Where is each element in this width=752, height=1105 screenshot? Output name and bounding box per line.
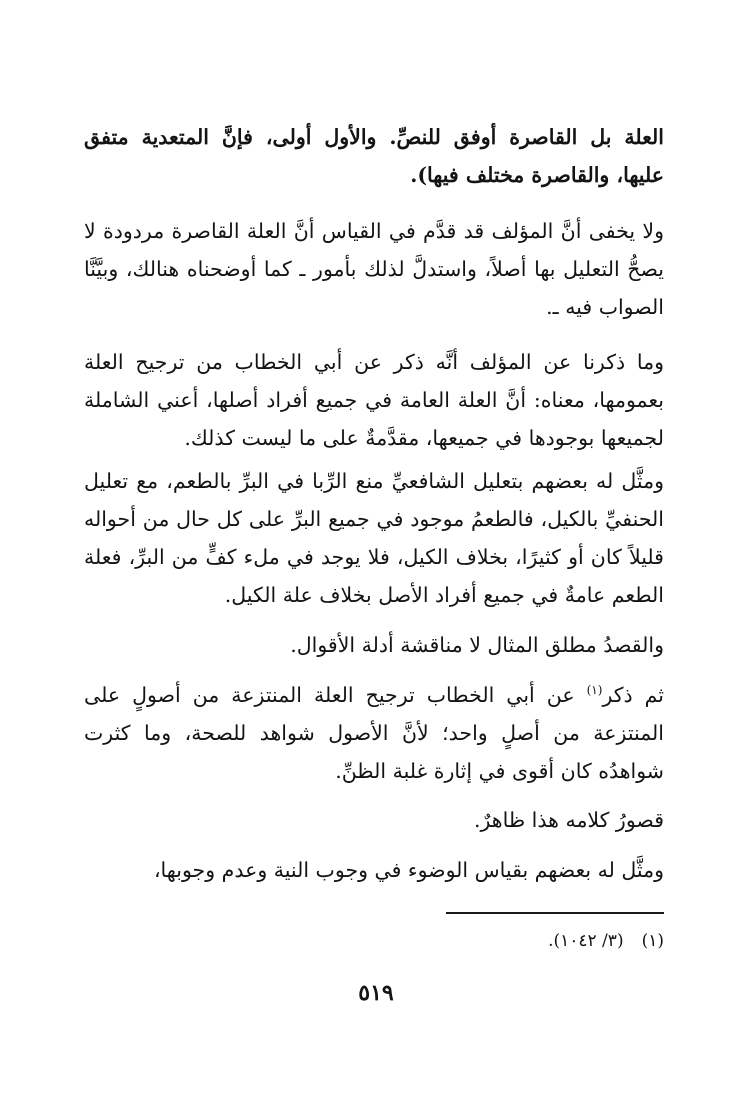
footnote-marker: (١) (641, 931, 664, 951)
paragraph-6 (84, 676, 664, 790)
paragraph-1: العلة بل القاصرة أوفق للنصِّ. والأول أولى، فإنَّ المتعدية متفق عليها، والقاصرة مختلف فيها). (84, 125, 664, 187)
footnote-separator (446, 912, 664, 914)
paragraph-2: ولا يخفى أنَّ المؤلف قد قدَّم في القياس أنَّ العلة القاصرة مردودة لا يصحُّ التعليل بها أصلاً، واستدلَّ لذلك بأمور ـ كما أوضحناه هنالك، وبيَّنَّا الصواب فيه ـ. (84, 219, 664, 319)
footnote-reference: (١) (586, 683, 603, 698)
page-number: ٥١٩ (358, 980, 394, 1006)
footnote-text: (٣/ ١٠٤٢). (548, 931, 624, 951)
paragraph-8: ومثَّل له بعضهم بقياس الوضوء في وجوب النية وعدم وجوبها، (153, 858, 664, 882)
paragraph-6-start: ثم ذكر (602, 683, 664, 707)
paragraph-3: وما ذكرنا عن المؤلف أنَّه ذكر عن أبي الخطاب من ترجيح العلة بعمومها، معناه: أنَّ العلة العامة في جميع أفراد أصلها، أعني الشاملة لجميعها بوجودها في جميعها، مقدَّمةٌ على ما ليست كذلك. (84, 350, 664, 450)
paragraph-7: قصورُ كلامه هذا ظاهرٌ. (473, 808, 664, 832)
paragraph-6-end: عن أبي الخطاب ترجيح العلة المنتزعة من أصولٍ على المنتزعة من أصلٍ واحد؛ لأنَّ الأصول شواهد للصحة، وما كثرت شواهدُه كان أقوى في إثارة غلبة الظنِّ. (84, 683, 664, 783)
paragraph-5: والقصدُ مطلق المثال لا مناقشة أدلة الأقوال. (290, 633, 664, 657)
footnote (364, 928, 664, 954)
paragraph-4: ومثَّل له بعضهم بتعليل الشافعيِّ منع الرِّبا في البرِّ بالطعم، مع تعليل الحنفيِّ بالكيل، فالطعمُ موجود في جميع البرِّ على كل حال من أحواله قليلاً كان أو كثيرًا، بخلاف الكيل، فلا يوجد في ملء كفٍّ من البرِّ، فعلة الطعم عامةٌ في جميع أفراد الأصل بخلاف علة الكيل. (84, 469, 664, 607)
